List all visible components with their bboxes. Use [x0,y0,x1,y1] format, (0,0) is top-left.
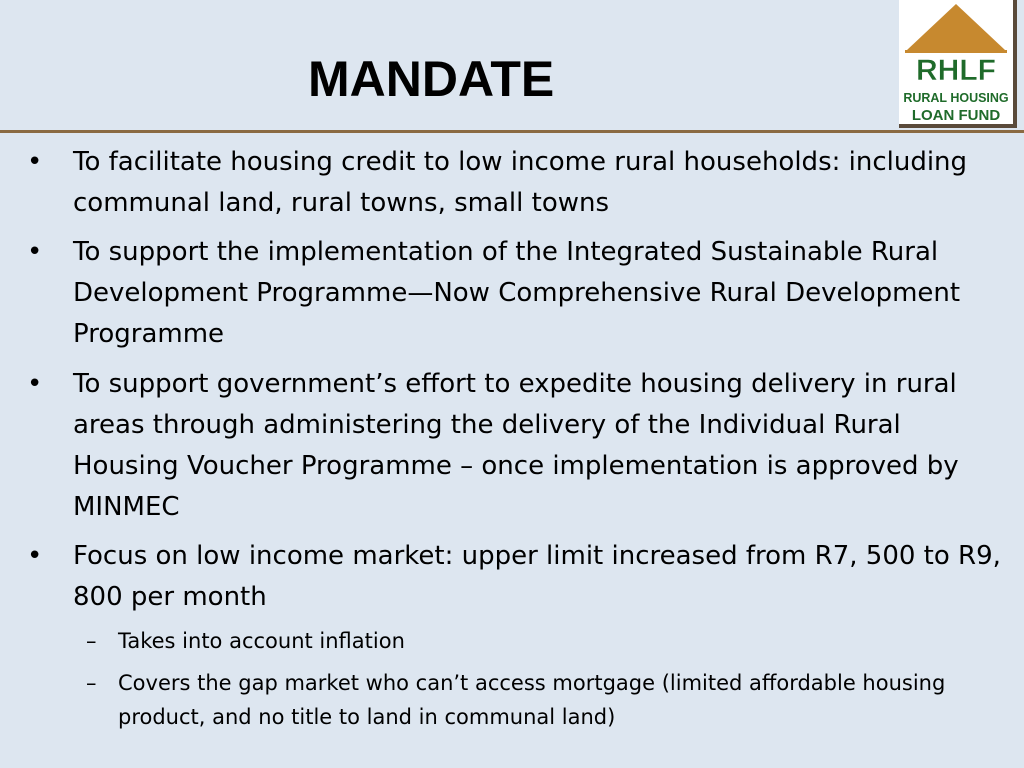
bullet-item [27,232,1003,355]
bullet-marker: • [27,541,43,571]
bullet-marker: • [27,237,43,267]
bullet-item [27,536,1003,618]
bullet-text: To support the implementation of the Integrated Sustainable Rural Development Programme—Now Comprehensive Rural Development Programme [73,237,961,349]
sub-bullet-item [86,624,998,658]
sub-bullet-text: Covers the gap market who can’t access mortgage (limited affordable housing product, and no title to land in communal land) [118,671,946,729]
house-roof-icon [907,4,1005,50]
bullet-text: To support government’s effort to expedite housing delivery in rural areas through administering the delivery of the Individual Rural Housing Voucher Programme – once implementation is approved by MINMEC [73,369,959,522]
sub-bullet-marker: – [86,671,97,695]
logo-mark: RHLF [916,54,996,87]
bullet-text: To facilitate housing credit to low income rural households: including communal land, rural towns, small towns [73,147,968,218]
bullet-text: Focus on low income market: upper limit increased from R7, 500 to R9, 800 per month [73,541,1001,612]
bullet-item [27,142,1003,224]
logo-line1: RURAL HOUSING [903,91,1009,105]
sub-bullet-text: Takes into account inflation [118,629,405,653]
title-divider [0,130,1024,133]
bullet-marker: • [27,147,43,177]
rhlf-logo [899,0,1017,128]
slide-title: MANDATE [308,51,555,107]
bullet-item [27,364,1003,528]
sub-bullet-item [86,666,998,734]
bullet-marker: • [27,369,43,399]
logo-line2: LOAN FUND [911,107,1001,124]
sub-bullet-marker: – [86,629,97,653]
